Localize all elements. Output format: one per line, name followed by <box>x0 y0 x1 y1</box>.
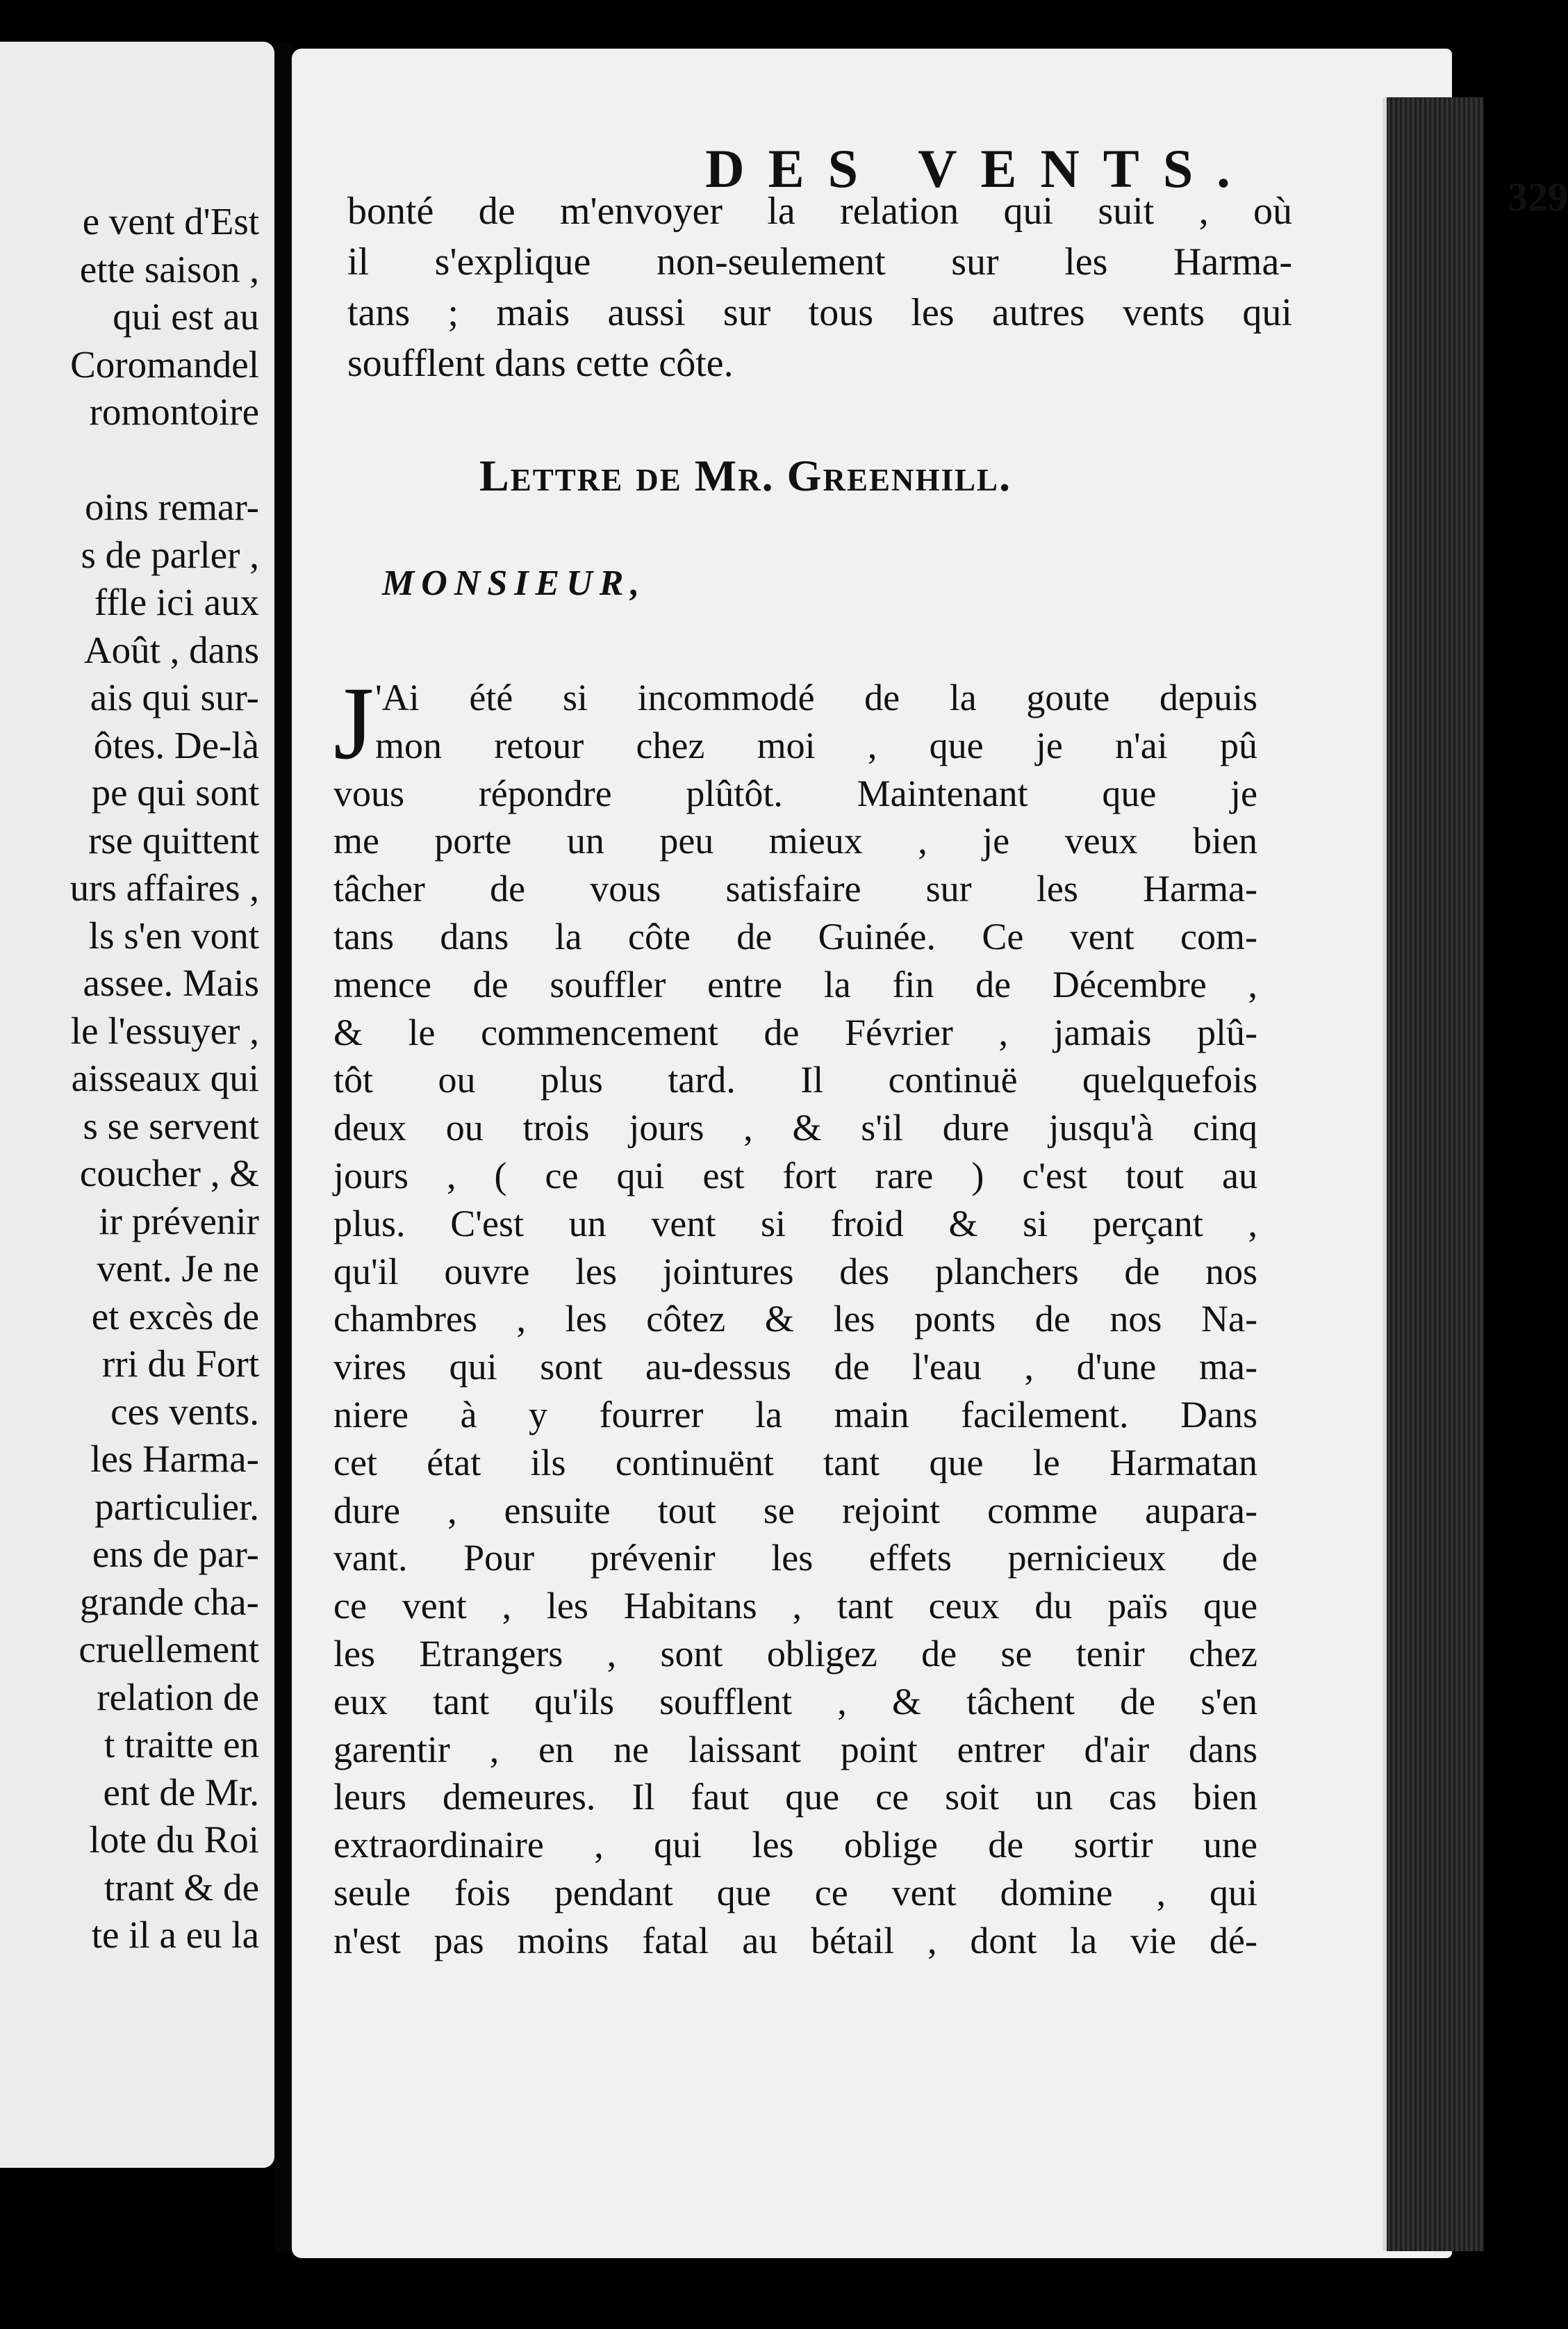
text-line: tôt ou plus tard. Il continuë quelquefois <box>333 1059 1257 1101</box>
left-page-line: ent de Mr. <box>103 1770 259 1813</box>
left-page-line: les Harma- <box>90 1438 259 1480</box>
right-page <box>292 49 1568 2258</box>
left-page-line: s de parler , <box>81 533 259 576</box>
left-page <box>0 42 274 2168</box>
page-number: 329 <box>1508 174 1568 220</box>
text-line: seule fois pendant que ce vent domine , qui <box>333 1871 1257 1914</box>
text-line: les Etrangers , sont obligez de se tenir chez <box>333 1632 1257 1674</box>
left-page-line: qui est au <box>113 295 259 338</box>
text-line: deux ou trois jours , & s'il dure jusqu'à cinq <box>333 1107 1257 1149</box>
left-page-line: t traitte en <box>104 1723 259 1766</box>
left-page-line: grande cha- <box>79 1580 259 1623</box>
text-line: & le commencement de Février , jamais plû- <box>333 1011 1257 1053</box>
left-page-line: et excès de <box>91 1294 259 1338</box>
left-page-line: Août , dans <box>83 628 259 671</box>
text-line: tans ; mais aussi sur tous les autres vents qui <box>347 291 1292 334</box>
text-line: plus. C'est un vent si froid & si perçant , <box>333 1202 1257 1244</box>
page-edge-stack <box>1383 97 1484 2251</box>
left-page-line: ais qui sur- <box>90 676 259 718</box>
left-page-line: assee. Mais <box>83 962 259 1004</box>
left-page-line: rse quittent <box>88 818 259 862</box>
text-line: n'est pas moins fatal au bétail , dont la vie dé- <box>333 1919 1257 1961</box>
salutation: MONSIEUR, <box>382 563 647 603</box>
left-page-line: lote du Roi <box>89 1818 259 1861</box>
text-line: mon retour chez moi , que je n'ai pû <box>375 724 1257 766</box>
left-page-line: trant & de <box>104 1866 259 1909</box>
left-page-line: cruellement <box>79 1628 259 1670</box>
left-page-line: romontoire <box>89 390 259 433</box>
drop-cap: J <box>333 666 374 781</box>
left-page-line: ces vents. <box>110 1390 259 1433</box>
left-page-line: ens de par- <box>92 1533 259 1575</box>
text-line: eux tant qu'ils soufflent , & tâchent de s'en <box>333 1680 1257 1722</box>
text-line: bonté de m'envoyer la relation qui suit , où <box>347 190 1292 233</box>
text-line: chambres , les côtez & les ponts de nos Na- <box>333 1298 1257 1340</box>
text-line: qu'il ouvre les jointures des planchers de nos <box>333 1250 1257 1292</box>
left-page-line: rri du Fort <box>101 1342 259 1385</box>
letter-heading: Lettre de Mr. Greenhill. <box>479 451 1012 500</box>
left-page-line: s se servent <box>83 1104 259 1147</box>
left-page-line: particulier. <box>94 1485 259 1528</box>
left-page-line: relation de <box>97 1675 259 1718</box>
left-page-line <box>0 436 259 484</box>
text-line: vant. Pour prévenir les effets pernicieux de <box>333 1537 1257 1579</box>
text-line: me porte un peu mieux , je veux bien <box>333 820 1257 862</box>
left-page-line: vent. Je ne <box>97 1247 259 1290</box>
text-line: extraordinaire , qui les oblige de sortir une <box>333 1824 1257 1866</box>
text-line: soufflent dans cette côte. <box>347 342 734 385</box>
text-line: il s'explique non-seulement sur les Harma- <box>347 240 1292 283</box>
text-line: 'Ai été si incommodé de la goute depuis <box>375 677 1257 718</box>
text-line: ce vent , les Habitans , tant ceux du païs que <box>333 1585 1257 1627</box>
left-page-line: ls s'en vont <box>88 914 259 957</box>
left-page-line: oins remar- <box>85 486 259 528</box>
text-line: leurs demeures. Il faut que ce soit un cas bien <box>333 1776 1257 1818</box>
text-line: garentir , en ne laissant point entrer d'air dans <box>333 1728 1257 1770</box>
text-line: dure , ensuite tout se rejoint comme aupara- <box>333 1489 1257 1531</box>
letter-body <box>333 666 1257 1965</box>
left-page-line: pe qui sont <box>91 771 259 814</box>
text-line: cet état ils continuënt tant que le Harmatan <box>333 1441 1257 1483</box>
left-page-line: e vent d'Est <box>82 200 259 242</box>
left-page-line: ôtes. De-là <box>93 723 259 766</box>
text-line: tâcher de vous satisfaire sur les Harma- <box>333 868 1257 910</box>
text-line: niere à y fourrer la main facilement. Dans <box>333 1393 1257 1435</box>
text-line: vires qui sont au-dessus de l'eau , d'une ma- <box>333 1346 1257 1388</box>
text-line: tans dans la côte de Guinée. Ce vent com- <box>333 915 1257 957</box>
left-page-text <box>0 198 259 1959</box>
left-page-line: Coromandel <box>70 343 259 386</box>
left-page-line: ir prévenir <box>99 1199 259 1242</box>
left-page-line: te il a eu la <box>91 1914 259 1956</box>
text-line: vous répondre plûtôt. Maintenant que je <box>333 772 1257 814</box>
left-page-line: urs affaires , <box>69 866 259 909</box>
intro-paragraph <box>347 186 1292 389</box>
left-page-line: ette saison , <box>79 247 259 290</box>
text-line: mence de souffler entre la fin de Décembre , <box>333 963 1257 1005</box>
left-page-line: coucher , & <box>79 1152 259 1194</box>
left-page-line: aisseaux qui <box>71 1057 259 1099</box>
left-page-line: ffle ici aux <box>94 581 259 623</box>
text-line: jours , ( ce qui est fort rare ) c'est tout au <box>333 1154 1257 1196</box>
book-gutter <box>274 42 292 2251</box>
left-page-line: le l'essuyer , <box>70 1009 259 1052</box>
running-head: DES VENTS. <box>705 138 1254 199</box>
